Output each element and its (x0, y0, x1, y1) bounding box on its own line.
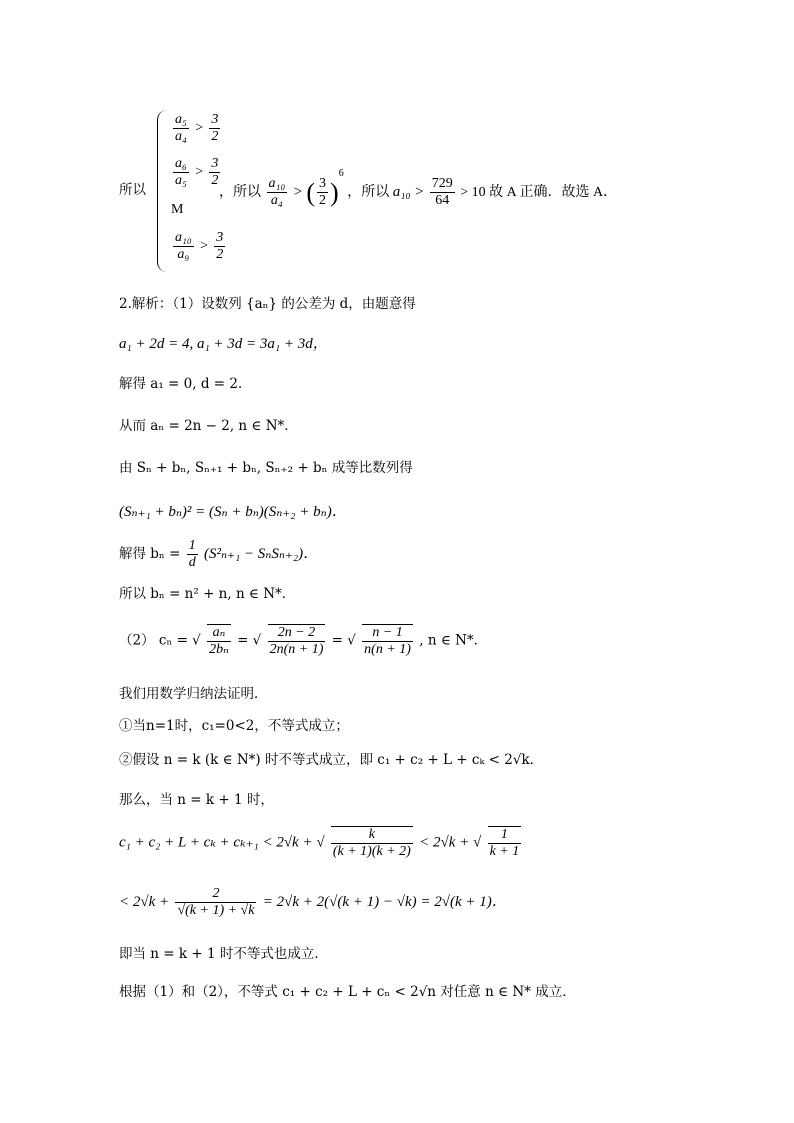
an-formula: 从而 aₙ = 2n − 2, n ∈ N*． (119, 418, 298, 434)
induction-base: ①当n=1时，c₁=0<2，不等式成立； (119, 718, 349, 734)
cn-definition: （2） cₙ = √ $\frac{\text{aₙ}}{\text{2bₙ}}$ = √ $\frac{2n - 2}{2n(n + 1)}$ = √ $\frac{n - 1}{n(n + 1)}$ , n ∈ N*． (119, 625, 488, 657)
induction-conclusion: 即当 n = k + 1 时不等式也成立． (119, 946, 328, 962)
geometric-equation: (Sₙ₊₁ + bₙ)² = (Sₙ + bₙ)(Sₙ₊₂ + bₙ)． (119, 504, 347, 520)
solve-a1-d: 解得 a₁ = 0, d = 2． (119, 376, 252, 392)
geometric-condition: 由 Sₙ + bₙ, Sₙ₊₁ + bₙ, Sₙ₊₂ + bₙ 成等比数列得 (119, 460, 413, 476)
so-prefix: 所以 (119, 182, 146, 198)
system-ellipsis: M (171, 202, 184, 217)
equation-system: a₁ + 2d = 4, a₁ + 3d = 3a₁ + 3d， (119, 336, 328, 352)
final-conclusion: 根据（1）和（2），不等式 c₁ + c₂ + L + cₙ < 2√n 对任意 n ∈ N* 成立． (119, 984, 576, 1000)
induction-step-1: c₁ + c₂ + L + cₖ + cₖ₊₁ < 2√k + √ $\frac{k}{(k + 1)(k + 2)}$ < 2√k + √ $\frac{1}{k + 1}$ (119, 827, 520, 859)
system-row-3: $\frac{\text{a₁₀}}{\text{a₉}}$ > $\frac{3}{2}$ (175, 230, 224, 262)
left-brace (157, 110, 172, 272)
induction-hypothesis: ②假设 n = k (k ∈ N*) 时不等式成立，即 c₁ + c₂ + L + cₖ < 2√k． (119, 752, 544, 768)
induction-step-intro: 那么，当 n = k + 1 时， (119, 792, 274, 808)
inequality-system (119, 106, 679, 276)
system-row-2: $\frac{\text{a₆}}{\text{a₅}}$ > $\frac{3}{2}$ (175, 156, 219, 188)
system-row-1: $\frac{\text{a₅}}{\text{a₄}}$ > $\frac{3}{2}$ (175, 112, 219, 144)
induction-intro: 我们用数学归纳法证明． (119, 686, 268, 702)
bn-result: 所以 bₙ = n² + n, n ∈ N*． (119, 586, 296, 602)
induction-step-2: < 2√k + $\frac{2}{√(k + 1) + √k}$ = 2√k + 2(√(k + 1) − √k) = 2√(k + 1)． (119, 886, 507, 918)
system-conclusion: ，所以 $\frac{\text{a₁₀}}{\text{a₄}}$ > ( $\frac{3}{2}$ )$^6$ ，所以 a₁₀ > $\frac{729}{64}$ > 10 故 A 正确．故选 A． (219, 168, 618, 209)
solution-heading: 2.解析：（1）设数列 {aₙ} 的公差为 d，由题意得 (119, 296, 416, 312)
bn-derivation: 解得 bₙ = $\frac{1}{d}$ (S²ₙ₊₁ − SₙSₙ₊₂)． (119, 538, 319, 570)
